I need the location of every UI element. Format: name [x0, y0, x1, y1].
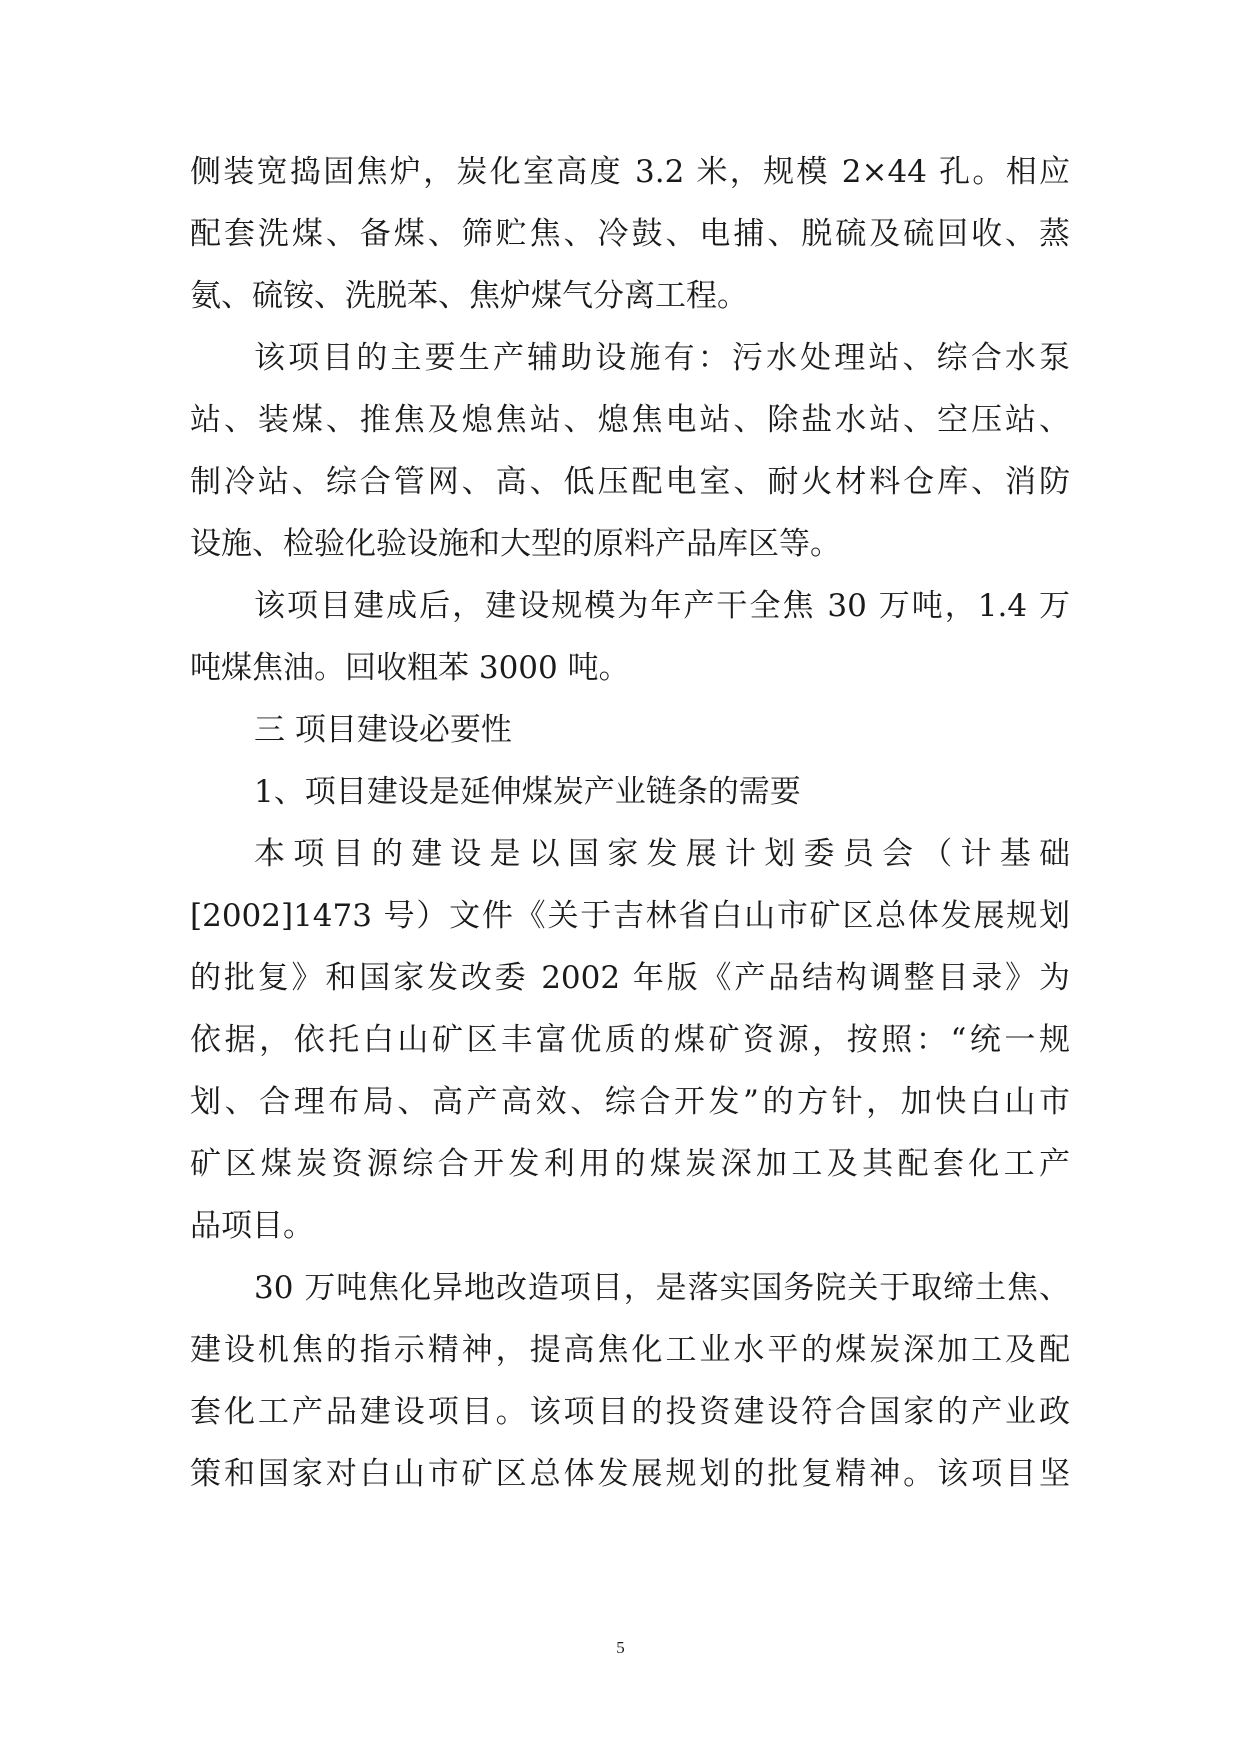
text-line: 设施、检验化验设施和大型的原料产品库区等。	[190, 526, 841, 562]
text-line: 30 万吨焦化异地改造项目，是落实国务院关于取缔土焦、	[254, 1270, 1070, 1306]
text-line: 氨、硫铵、洗脱苯、焦炉煤气分离工程。	[190, 278, 748, 314]
text-line: 品项目。	[190, 1208, 314, 1244]
section-heading: 三 项目建设必要性	[254, 712, 512, 748]
text-line: 制冷站、综合管网、高、低压配电室、耐火材料仓库、消防	[190, 464, 1070, 500]
text-line: 的批复》和国家发改委 2002 年版《产品结构调整目录》为	[190, 960, 1070, 996]
text-line: 依据，依托白山矿区丰富优质的煤矿资源，按照：“统一规	[190, 1022, 1070, 1058]
text-line: 该项目建成后，建设规模为年产干全焦 30 万吨，1.4 万	[254, 588, 1070, 624]
page-number: 5	[616, 1638, 625, 1657]
text-line: 建设机焦的指示精神，提高焦化工业水平的煤炭深加工及配	[190, 1332, 1070, 1368]
text-line: [2002]1473 号）文件《关于吉林省白山市矿区总体发展规划	[190, 898, 1070, 934]
text-line: 配套洗煤、备煤、筛贮焦、冷鼓、电捕、脱硫及硫回收、蒸	[190, 216, 1070, 252]
text-line: 划、合理布局、高产高效、综合开发”的方针，加快白山市	[190, 1084, 1070, 1120]
text-line: 套化工产品建设项目。该项目的投资建设符合国家的产业政	[190, 1394, 1070, 1430]
text-line: 矿区煤炭资源综合开发利用的煤炭深加工及其配套化工产	[190, 1146, 1070, 1182]
text-line: 策和国家对白山市矿区总体发展规划的批复精神。该项目坚	[190, 1456, 1070, 1492]
subsection-heading: 1、项目建设是延伸煤炭产业链条的需要	[254, 774, 801, 810]
text-line: 侧装宽捣固焦炉，炭化室高度 3.2 米，规模 2×44 孔。相应	[190, 154, 1070, 190]
text-line: 站、装煤、推焦及熄焦站、熄焦电站、除盐水站、空压站、	[190, 402, 1070, 438]
text-line: 本项目的建设是以国家发展计划委员会（计基础	[254, 836, 1070, 872]
text-line: 该项目的主要生产辅助设施有：污水处理站、综合水泵	[254, 340, 1070, 376]
text-line: 吨煤焦油。回收粗苯 3000 吨。	[190, 650, 630, 686]
